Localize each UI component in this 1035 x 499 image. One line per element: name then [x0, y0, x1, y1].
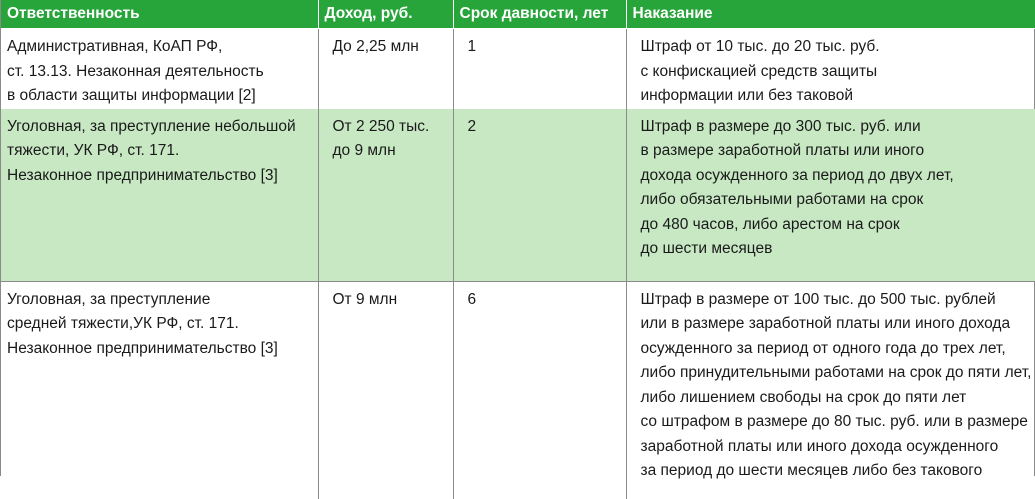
text-line: Незаконное предпринимательство [3]: [7, 339, 278, 357]
text-line: со штрафом в размере до 80 тыс. руб. или в размере: [640, 413, 1028, 430]
cell-term: [453, 29, 626, 109]
text-line: Незаконное предпринимательство [3]: [7, 166, 278, 184]
text-line: ст. 13.13. Незаконная деятельность: [7, 62, 264, 80]
cell-responsibility: [1, 281, 318, 499]
text-line: Штраф в размере от 100 тыс. до 500 тыс. рублей: [640, 290, 996, 308]
header-row: [1, 0, 1035, 29]
text-line: дохода осужденного за период до двух лет,: [640, 166, 954, 184]
text-line: Уголовная, за преступление: [7, 290, 211, 308]
text-line: информации или без таковой: [640, 87, 854, 104]
cell-penalty: [626, 281, 1035, 499]
text-line: или в размере заработной платы или иного дохода: [640, 315, 1011, 332]
text-line: До 2,25 млн: [332, 38, 419, 55]
header-limitation-term: Срок давности, лет: [453, 0, 626, 29]
cell-term: [453, 281, 626, 499]
text-line: с конфискацией средств защиты: [640, 62, 878, 80]
cell-income: [318, 29, 453, 109]
text-line: 1: [467, 38, 477, 55]
text-line: тяжести, УК РФ, ст. 171.: [7, 142, 180, 159]
text-line: либо лишением свободы на срок до пяти лет: [640, 388, 967, 406]
text-line: в размере заработной платы или иного: [640, 142, 925, 159]
text-line: либо обязательными работами на срок: [640, 191, 924, 208]
text-line: в области защиты информации [2]: [7, 87, 256, 104]
text-line: Уголовная, за преступление небольшой: [7, 117, 296, 135]
text-line: за период до шести месяцев либо без такового: [640, 462, 983, 479]
text-line: 2: [467, 117, 477, 135]
cell-income: [318, 109, 453, 282]
table-row-administrative: [1, 29, 1035, 109]
cell-responsibility: [1, 29, 318, 109]
header-responsibility: Ответственность: [1, 0, 318, 29]
cell-penalty: [626, 29, 1035, 109]
header-income: Доход, руб.: [318, 0, 453, 29]
table-row-criminal-medium: [1, 281, 1035, 499]
table-row-criminal-minor: [1, 109, 1035, 282]
text-line: Штраф от 10 тыс. до 20 тыс. руб.: [640, 38, 880, 55]
text-line: Штраф в размере до 300 тыс. руб. или: [640, 117, 921, 135]
text-line: либо принудительными работами на срок до пяти лет,: [640, 364, 1032, 381]
text-line: до 9 млн: [332, 142, 396, 159]
text-line: От 9 млн: [332, 290, 398, 308]
cell-responsibility: [1, 109, 318, 282]
header-penalty: Наказание: [626, 0, 1035, 29]
liability-table: [1, 0, 1035, 499]
cell-penalty: [626, 109, 1035, 282]
text-line: до шести месяцев: [640, 240, 773, 257]
text-line: средней тяжести,УК РФ, ст. 171.: [7, 315, 239, 332]
text-line: 6: [467, 290, 477, 308]
text-line: до 480 часов, либо арестом на срок: [640, 215, 900, 233]
text-line: От 2 250 тыс.: [332, 117, 430, 135]
cell-term: [453, 109, 626, 282]
text-line: осужденного за период от одного года до трех лет,: [640, 339, 1006, 357]
text-line: Административная, КоАП РФ,: [7, 38, 223, 55]
text-line: заработной платы или иного дохода осужденного: [640, 437, 999, 455]
cell-income: [318, 281, 453, 499]
